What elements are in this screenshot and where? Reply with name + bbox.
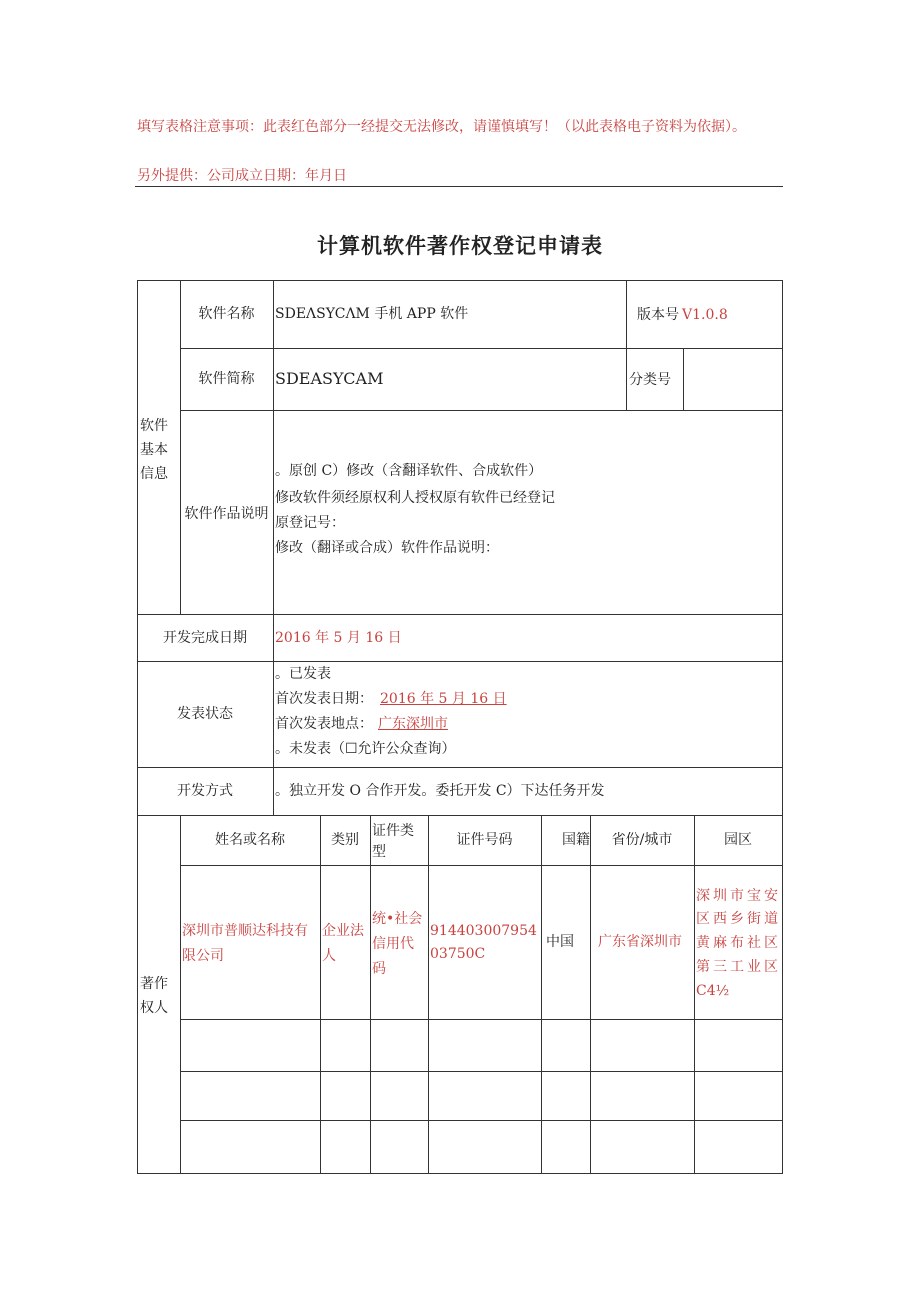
first-publish-date-label: 首次发表日期： xyxy=(275,691,373,707)
first-publish-place-label: 首次发表地点： xyxy=(275,716,373,732)
header-province-city: 省份/城市 xyxy=(611,832,673,848)
header-park: 园区 xyxy=(724,832,752,848)
owner-id-type-line3: 码 xyxy=(372,961,386,977)
owner-park-line3: 黄麻布社区 xyxy=(696,935,781,951)
owner-park-line2: 区西乡街道 xyxy=(696,911,781,927)
header-type: 类别 xyxy=(331,832,359,848)
header-nationality: 国籍 xyxy=(562,832,590,848)
unpublished-option: 。未发表（☐允许公众查询） xyxy=(275,741,456,757)
software-short-name-label: 软件简称 xyxy=(198,371,255,387)
first-publish-place-value: 广东深圳市 xyxy=(378,716,448,732)
owner-nationality: 中国 xyxy=(546,934,574,950)
header-id-number: 证件号码 xyxy=(456,832,513,848)
work-description-line2: 修改软件须经原权利人授权原有软件已经登记 xyxy=(275,490,555,506)
owner-park-line1: 深圳市宝安 xyxy=(696,888,781,904)
software-name-label: 软件名称 xyxy=(198,306,255,322)
owner-id-type-line2: 信用代 xyxy=(372,936,414,952)
published-option: 。已发表 xyxy=(275,666,331,682)
owner-park-line5: C4½ xyxy=(696,983,730,999)
software-name-value: SDEΛSYCΛM 手机 APP 软件 xyxy=(275,306,469,322)
dev-mode-label: 开发方式 xyxy=(177,783,233,799)
work-description-line1: 。原创 C）修改（含翻译软件、合成软件） xyxy=(275,463,543,479)
dev-complete-date-label: 开发完成日期 xyxy=(163,630,247,646)
work-description-line3: 原登记号： xyxy=(275,515,345,531)
header-divider xyxy=(135,186,783,187)
owner-id-number-line1: 914403007954 xyxy=(430,923,537,939)
publish-status-label: 发表状态 xyxy=(177,706,233,722)
version-value: V1.0.8 xyxy=(682,307,728,323)
software-short-name-value: SDEASYCAM xyxy=(275,369,384,388)
header-id-type-2: 型 xyxy=(372,844,386,860)
dev-complete-date-value: 2016 年 5 月 16 日 xyxy=(275,630,402,646)
page-title: 计算机软件著作权登记申请表 xyxy=(317,234,603,258)
first-publish-date-value: 2016 年 5 月 16 日 xyxy=(380,691,507,707)
basic-info-section-label: 软件基本信息 xyxy=(140,418,168,482)
header-id-type-1: 证件类 xyxy=(372,823,414,839)
notice-line2: 另外提供：公司成立日期：年月日 xyxy=(137,168,347,184)
owner-name-line1: 深圳市普顺达科技有 xyxy=(182,923,308,939)
owner-type-line2: 人 xyxy=(322,948,336,964)
header-name: 姓名或名称 xyxy=(215,832,285,848)
owner-name-line2: 限公司 xyxy=(182,948,224,964)
owner-id-type-line1: 统•社会 xyxy=(372,911,423,927)
version-label: 版本号 xyxy=(637,307,679,323)
owner-park-line4: 第三工业区 xyxy=(696,959,781,975)
notice-line1: 填写表格注意事项：此表红色部分一经提交无法修改，请谨慎填写！（以此表格电子资料为依据）。 xyxy=(137,119,746,135)
owner-type-line1: 企业法 xyxy=(322,923,364,939)
work-description-label: 软件作品说明 xyxy=(184,506,269,522)
owner-id-number-line2: 03750C xyxy=(430,946,486,962)
category-label: 分类号 xyxy=(629,372,671,388)
owner-province-city: 广东省深圳市 xyxy=(598,934,682,950)
owner-section-label: 著作权人 xyxy=(140,976,168,1016)
dev-mode-value: 。独立开发 O 合作开发。委托开发 C）下达任务开发 xyxy=(275,783,605,799)
work-description-line4: 修改（翻译或合成）软件作品说明： xyxy=(275,540,499,556)
